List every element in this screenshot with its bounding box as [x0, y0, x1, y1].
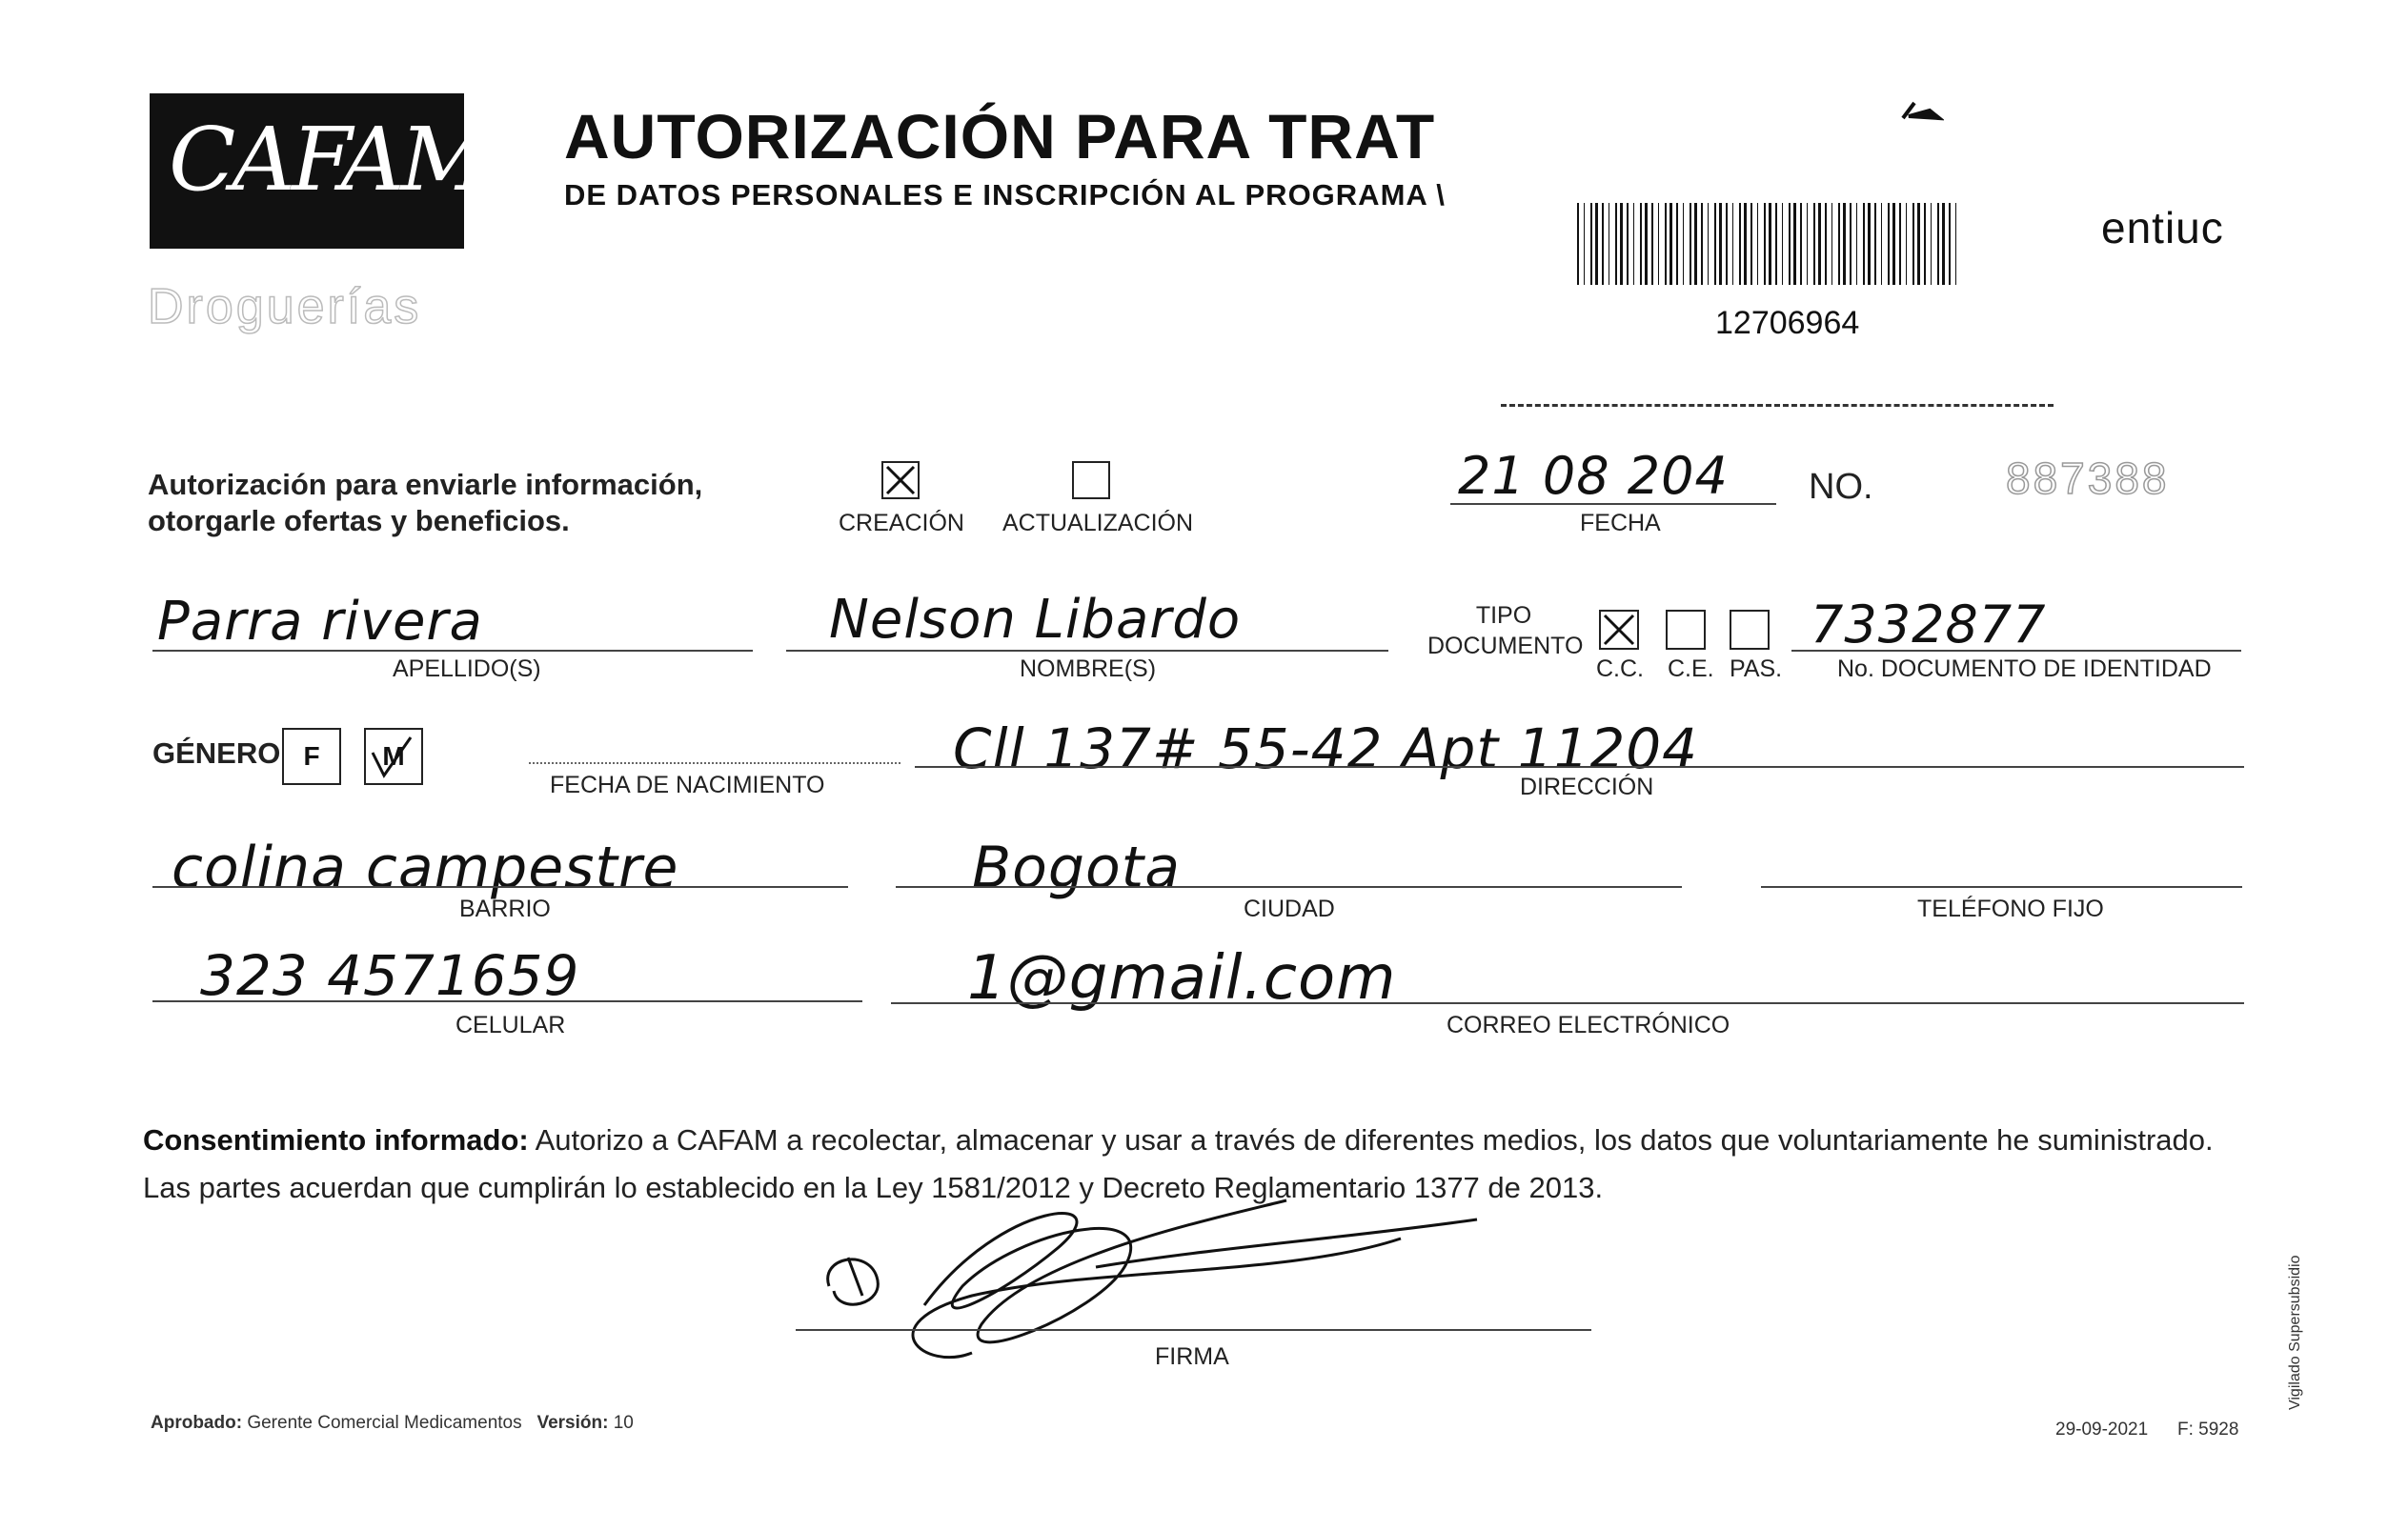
- barcode-bar: [1658, 203, 1659, 285]
- barcode-bar: [1620, 203, 1623, 285]
- form-title: AUTORIZACIÓN PARA TRAT: [564, 101, 1436, 171]
- barcode-bar: [1769, 203, 1771, 285]
- cafam-logo: [150, 93, 487, 249]
- check-mark-icon: [367, 732, 416, 779]
- barcode-bar: [1955, 203, 1956, 285]
- consent-heading: Consentimiento informado:: [143, 1123, 529, 1157]
- barcode-bar: [1813, 203, 1815, 285]
- dashed-divider: [1501, 404, 2054, 407]
- barcode-bar: [1590, 203, 1592, 285]
- barcode-bar: [1931, 203, 1932, 285]
- barcode-bar: [1856, 203, 1857, 285]
- barcode-bar: [1899, 203, 1901, 285]
- barcode-bar: [1764, 203, 1766, 285]
- barrio-line: [152, 886, 848, 888]
- actualizacion-checkbox[interactable]: [1072, 461, 1110, 499]
- barcode-bar: [1838, 203, 1840, 285]
- nombres-line: [786, 650, 1388, 652]
- correo-line: [891, 1002, 2244, 1004]
- barcode-bar: [1676, 203, 1678, 285]
- direccion-value: Cll 137# 55-42 Apt 11204: [953, 716, 1699, 781]
- firma-line: [796, 1329, 1591, 1331]
- genero-label: GÉNERO: [152, 736, 281, 770]
- barcode-bar: [1863, 203, 1865, 285]
- consent-text: Autorizo a CAFAM a recolectar, almacenar y usar a través de diferentes medios, los datos que voluntariamente he suministrado. Las partes acuerdan que cumplirán lo establecido en la Ley 1581/2012 y Decreto Reglamentario 1377 de 2013.: [143, 1123, 2214, 1204]
- barrio-value: colina campestre: [172, 835, 679, 901]
- barcode-bar: [1739, 203, 1741, 285]
- celular-label: CELULAR: [455, 1012, 566, 1038]
- aprobado-value: Gerente Comercial Medicamentos: [247, 1413, 522, 1433]
- barcode-bar: [1892, 203, 1895, 285]
- barcode-bar: [1843, 203, 1846, 285]
- barcode-number: 12706964: [1715, 305, 1860, 341]
- direccion-label: DIRECCIÓN: [1520, 774, 1654, 800]
- barcode-bar: [1708, 203, 1709, 285]
- barcode-bar: [1719, 203, 1722, 285]
- fecha-nacimiento-label: FECHA DE NACIMIENTO: [550, 772, 825, 798]
- barcode-bar: [1744, 203, 1747, 285]
- barrio-label: BARRIO: [459, 896, 551, 922]
- barcode-bar: [1683, 203, 1684, 285]
- barcode-bar: [1690, 203, 1691, 285]
- barcode-bar: [1789, 203, 1791, 285]
- documento-line: [1791, 650, 2241, 652]
- fecha-nacimiento-line: [529, 762, 900, 764]
- ink-mark: [1901, 99, 1944, 122]
- barcode-bar: [1669, 203, 1672, 285]
- barcode-bar: [1906, 203, 1907, 285]
- corner-text: entiuc: [2101, 203, 2224, 252]
- barcode-bar: [1924, 203, 1926, 285]
- barcode-bar: [1595, 203, 1598, 285]
- nombres-label: NOMBRE(S): [1020, 655, 1157, 682]
- pas-label: PAS.: [1730, 655, 1783, 682]
- version-value: 10: [613, 1413, 634, 1433]
- check-mark-icon: [1601, 612, 1637, 648]
- ciudad-label: CIUDAD: [1244, 896, 1335, 922]
- authorization-intro: Autorización para enviarle información, otorgarle ofertas y beneficios.: [148, 468, 703, 537]
- barcode-bar: [1793, 203, 1796, 285]
- genero-f-checkbox[interactable]: F: [282, 728, 341, 785]
- barcode-bar: [1627, 203, 1629, 285]
- barcode-bar: [1874, 203, 1876, 285]
- barcode-bar: [1917, 203, 1920, 285]
- barcode-bar: [1602, 203, 1604, 285]
- no-label: NO.: [1809, 467, 1873, 507]
- barcode-bar: [1732, 203, 1733, 285]
- telefono-line: [1761, 886, 2242, 888]
- cc-label: C.C.: [1596, 655, 1644, 682]
- version-label: Versión:: [536, 1413, 609, 1433]
- barcode-bar: [1726, 203, 1728, 285]
- barcode-bar: [1651, 203, 1653, 285]
- firma-label: FIRMA: [1155, 1343, 1229, 1370]
- barcode-bar: [1640, 203, 1642, 285]
- genero-m-checkbox[interactable]: M: [364, 728, 423, 785]
- fecha-label: FECHA: [1580, 510, 1661, 536]
- form-subtitle: DE DATOS PERSONALES E INSCRIPCIÓN AL PROGRAMA \: [564, 178, 1446, 212]
- barcode-bar: [1818, 203, 1821, 285]
- barcode-bar: [1633, 203, 1634, 285]
- apellidos-label: APELLIDO(S): [393, 655, 541, 682]
- creacion-checkbox[interactable]: [881, 461, 920, 499]
- form-number: 887388: [2006, 453, 2170, 503]
- signature: [810, 1181, 1496, 1381]
- barcode-bar: [1782, 203, 1783, 285]
- barcode-bar: [1694, 203, 1697, 285]
- aprobado-label: Aprobado:: [151, 1413, 243, 1433]
- creacion-label: CREACIÓN: [839, 510, 964, 536]
- correo-value: 1@gmail.com: [967, 943, 1397, 1014]
- barcode-bar: [1825, 203, 1827, 285]
- barcode-bar: [1831, 203, 1832, 285]
- barcode-bar: [1775, 203, 1777, 285]
- barcode-bar: [1937, 203, 1939, 285]
- fecha-line: [1450, 503, 1776, 505]
- apellidos-line: [152, 650, 753, 652]
- barcode-bar: [1800, 203, 1802, 285]
- barcode-bar: [1850, 203, 1852, 285]
- footer-code: F: 5928: [2177, 1420, 2239, 1440]
- ce-label: C.E.: [1668, 655, 1714, 682]
- documento-label: No. DOCUMENTO DE IDENTIDAD: [1837, 655, 2212, 682]
- telefono-label: TELÉFONO FIJO: [1917, 896, 2104, 922]
- barcode: [1577, 203, 1960, 285]
- brand-subtitle: Droguerías: [148, 279, 422, 334]
- fecha-value: 21 08 204: [1458, 446, 1729, 506]
- ce-checkbox[interactable]: [1666, 610, 1706, 650]
- barcode-bar: [1615, 203, 1617, 285]
- barcode-bar: [1665, 203, 1667, 285]
- documento-value: 7332877: [1811, 594, 2047, 655]
- tipo-documento-label: TIPO DOCUMENTO: [1427, 602, 1584, 659]
- footer-approved: [151, 1413, 634, 1434]
- apellidos-value: Parra rivera: [157, 591, 483, 653]
- correo-label: CORREO ELECTRÓNICO: [1447, 1012, 1730, 1038]
- barcode-bar: [1714, 203, 1716, 285]
- side-vigilado-text: Vigilado Supersubsidio: [2287, 1255, 2303, 1410]
- barcode-bar: [1584, 203, 1585, 285]
- cc-checkbox[interactable]: [1599, 610, 1639, 650]
- check-mark-icon: [883, 463, 918, 497]
- barcode-bar: [1645, 203, 1648, 285]
- pas-checkbox[interactable]: [1730, 610, 1770, 650]
- footer-date: 29-09-2021: [2055, 1420, 2149, 1440]
- ciudad-value: Bogota: [972, 835, 1181, 901]
- celular-line: [152, 1000, 862, 1002]
- barcode-bar: [1750, 203, 1752, 285]
- logo-text: CAFAM: [169, 109, 487, 211]
- celular-value: 323 4571659: [200, 943, 580, 1008]
- ciudad-line: [896, 886, 1682, 888]
- barcode-bar: [1701, 203, 1703, 285]
- barcode-bar: [1912, 203, 1914, 285]
- direccion-line: [915, 766, 2244, 768]
- nombres-value: Nelson Libardo: [829, 589, 1242, 651]
- actualizacion-label: ACTUALIZACIÓN: [1002, 510, 1194, 536]
- barcode-bar: [1577, 203, 1579, 285]
- barcode-bar: [1881, 203, 1882, 285]
- barcode-bar: [1949, 203, 1951, 285]
- barcode-bar: [1942, 203, 1945, 285]
- barcode-bar: [1888, 203, 1890, 285]
- barcode-bar: [1757, 203, 1758, 285]
- barcode-bar: [1807, 203, 1808, 285]
- barcode-bar: [1868, 203, 1871, 285]
